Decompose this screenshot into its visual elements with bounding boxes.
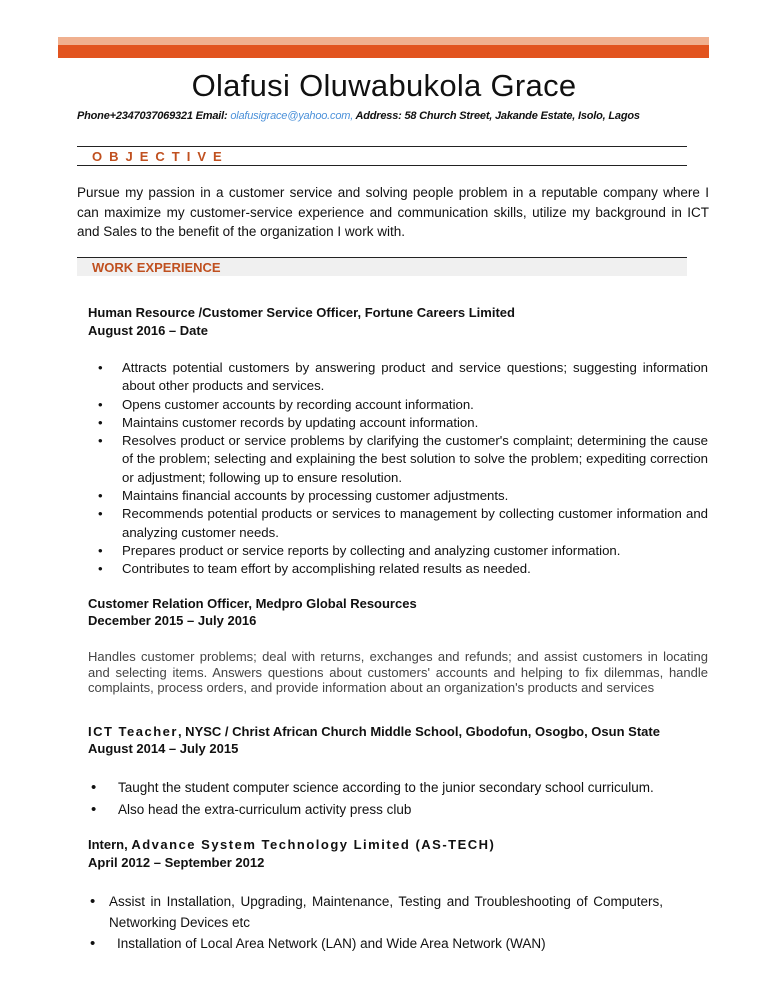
objective-rule-top — [77, 146, 687, 147]
job-date: December 2015 – July 2016 — [88, 613, 257, 628]
list-item: • Resolves product or service problems by clarifying the customer's complaint; determining the cause of the problem; selecting and explaining the best solution to solve the problem; expediting correction or adjustment; following up to ensure resolution. — [96, 432, 708, 487]
objective-rule-bottom — [77, 165, 687, 166]
contact-line — [77, 110, 717, 122]
list-item: • Maintains customer records by updating account information. — [96, 414, 708, 432]
work-rule-top — [77, 257, 687, 258]
job-title: Human Resource /Customer Service Officer, Fortune Careers Limited — [88, 305, 515, 320]
job-description: Handles customer problems; deal with returns, exchanges and refunds; and assist customers in locating and selecting items. Answers questions about customers' accounts and helping to fix dilemmas, handle complaints, process orders, and provide information about an organization's products and services — [88, 649, 708, 695]
job-title-abbr: (AS-TECH) — [410, 837, 496, 852]
header-accent-band-light — [58, 37, 709, 45]
list-item: • Recommends potential products or services to management by collecting customer information and analyzing customer needs. — [96, 505, 708, 542]
email-link[interactable]: olafusigrace@yahoo.com, — [230, 110, 354, 122]
list-item: • Taught the student computer science according to the junior secondary school curriculum. — [88, 777, 708, 799]
job-title — [88, 837, 495, 852]
phone: Phone+2347037069321 — [77, 110, 193, 122]
header-accent-band — [58, 45, 709, 58]
email-label: Email: — [195, 110, 228, 122]
address: Address: 58 Church Street, Jakande Estate, Isolo, Lagos — [355, 110, 640, 122]
list-item: • Contributes to team effort by accomplishing related results as needed. — [96, 560, 708, 578]
list-item: • Installation of Local Area Network (LAN) and Wide Area Network (WAN) — [88, 933, 663, 954]
job-title-org: , NYSC / Christ African Church Middle School, Gbodofun, Osogbo, Osun State — [177, 724, 660, 739]
objective-text: Pursue my passion in a customer service and solving people problem in a reputable company where I can maximize my customer-service experience and communication skills, utilize my background in ICT and Sales to the benefit of the organization I work with. — [77, 185, 709, 239]
list-item: • Opens customer accounts by recording account information. — [96, 396, 708, 414]
job-title — [88, 724, 660, 739]
job-date: August 2014 – July 2015 — [88, 741, 239, 756]
job-title-org: Advance System Technology Limited — [131, 837, 411, 852]
list-item: • Attracts potential customers by answering product and service questions; suggesting information about other products and services. — [96, 359, 708, 396]
list-item: • Assist in Installation, Upgrading, Maintenance, Testing and Troubleshooting of Computers, Networking Devices etc — [88, 891, 663, 933]
job-date: August 2016 – Date — [88, 323, 208, 338]
job-bullets — [88, 777, 708, 820]
list-item: • Also head the extra-curriculum activity press club — [88, 799, 708, 821]
list-item: • Maintains financial accounts by processing customer adjustments. — [96, 487, 708, 505]
list-item: • Prepares product or service reports by collecting and analyzing customer information. — [96, 542, 708, 560]
candidate-name: Olafusi Oluwabukola Grace — [191, 68, 577, 103]
job-bullets — [88, 891, 663, 954]
job-title: Customer Relation Officer, Medpro Global Resources — [88, 596, 417, 611]
job-title-role: Intern, — [88, 837, 132, 852]
job-bullets — [96, 359, 708, 579]
work-heading: WORK EXPERIENCE — [92, 260, 221, 275]
objective-heading: OBJECTIVE — [92, 149, 229, 164]
job-title-role: ICT Teacher — [88, 724, 178, 739]
job-date: April 2012 – September 2012 — [88, 855, 265, 870]
